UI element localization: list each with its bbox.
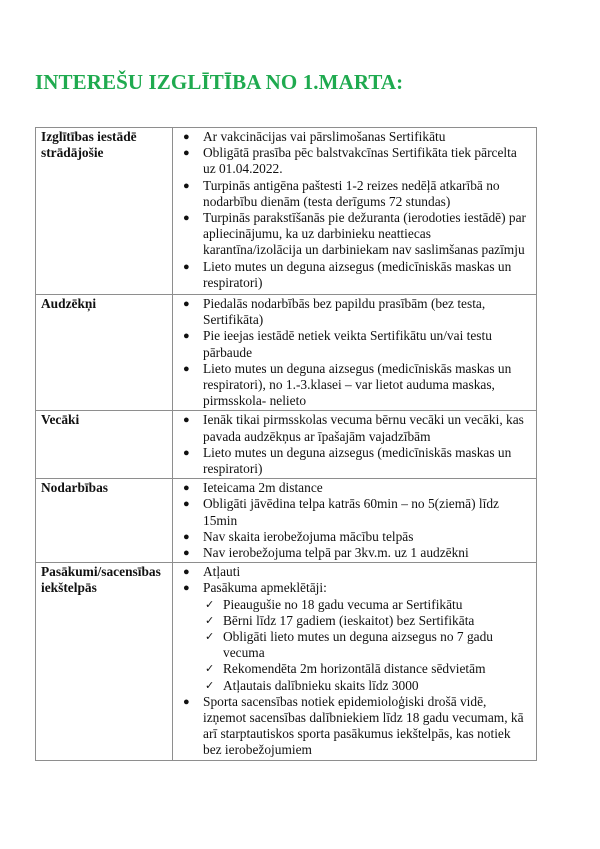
table-row [36,563,537,760]
list-item-text: Atļauti [203,564,241,580]
list-item [178,445,532,477]
list-item [178,259,532,291]
row-label: Audzēkņi [36,295,173,411]
list-item [178,694,532,759]
list-item [178,412,532,444]
check-item [203,678,532,694]
bullet-dot-icon: ● [183,547,190,560]
list-item-text: Nav skaita ierobežojuma mācību telpās [203,528,414,544]
check-mark-icon: ✓ [205,613,215,627]
bullet-list [178,480,532,561]
check-mark-icon: ✓ [205,630,215,644]
list-item [178,328,532,360]
list-item-text: Ar vakcinācijas vai pārslimošanas Sertifikātu [203,129,446,144]
list-item [178,296,532,328]
bullet-list [178,296,532,409]
list-item [178,529,532,545]
row-content [173,128,537,295]
list-item [178,480,532,496]
check-item [203,661,532,677]
row-label: Pasākumi/sacensības iekštelpās [36,563,173,760]
list-item-text: Pasākuma apmeklētāji: [203,580,327,596]
check-item [203,597,532,613]
row-label: Nodarbības [36,479,173,563]
bullet-list [178,129,532,291]
list-item [178,545,532,561]
bullet-dot-icon: ● [183,695,190,708]
check-item [203,629,532,661]
list-item-text: Turpinās parakstīšanās pie dežuranta (ierodoties iestādē) par apliecinājumu, ka uz darbinieku neattiecas karantīna/izolācija un darbiniekam nav saslimšanas pazīmju [203,210,527,258]
bullet-dot-icon: ● [183,147,190,160]
list-item [178,496,532,528]
check-item-text: Pieaugušie no 18 gadu vecuma ar Sertifikātu [223,596,463,612]
row-label: Izglītības iestādē strādājošie [36,128,173,295]
bullet-dot-icon: ● [183,582,190,595]
bullet-list [178,564,532,758]
table-row [36,411,537,479]
check-item-text: Obligāti lieto mutes un deguna aizsegus no 7 gadu vecuma [223,629,493,661]
bullet-dot-icon: ● [183,362,190,375]
row-label: Vecāki [36,411,173,479]
table-row [36,128,537,295]
bullet-dot-icon: ● [183,131,190,143]
check-mark-icon: ✓ [205,678,215,692]
row-content [173,563,537,760]
bullet-dot-icon: ● [183,482,190,495]
bullet-dot-icon: ● [183,179,190,192]
row-content [173,295,537,411]
row-content [173,411,537,479]
list-item-text: Pie ieejas iestādē netiek veikta Sertifikātu un/vai testu pārbaude [203,328,492,360]
list-item-text: Nav ierobežojuma telpā par 3kv.m. uz 1 audzēkni [203,545,469,561]
list-item-text: Lieto mutes un deguna aizsegus (medicīniskās maskas un respiratori) [203,444,512,477]
bullet-list [178,412,532,477]
list-item [178,129,532,145]
list-item [178,178,532,210]
bullet-dot-icon: ● [183,498,190,511]
check-list [203,597,532,694]
list-item-text: Piedalās nodarbībās bez papildu prasībām (bez testa, Sertifikāta) [203,296,486,328]
bullet-dot-icon: ● [183,566,190,579]
check-item-text: Bērni līdz 17 gadiem (ieskaitot) bez Sertifikāta [223,612,475,628]
bullet-dot-icon: ● [183,446,190,459]
bullet-dot-icon: ● [183,212,190,225]
list-item-text: Lieto mutes un deguna aizsegus (medicīniskās maskas un respiratori) [203,258,512,290]
check-mark-icon: ✓ [205,662,215,676]
table-row [36,479,537,563]
check-item [203,613,532,629]
list-item-text: Obligātā prasība pēc balstvakcīnas Sertifikāta tiek pārcelta uz 01.04.2022. [203,145,517,177]
page-title: INTEREŠU IZGLĪTĪBA NO 1.MARTA: [35,70,404,94]
bullet-dot-icon: ● [183,298,190,310]
list-item-text: Obligāti jāvēdina telpa katrās 60min – no 5(ziemā) līdz 15min [203,496,499,528]
rules-table [35,127,537,761]
row-content [173,479,537,563]
list-item [178,145,532,177]
check-mark-icon: ✓ [205,597,215,611]
list-item-text: Ieteicama 2m distance [203,480,323,496]
list-item-text: Sporta sacensības notiek epidemioloģiski drošā vidē, izņemot sacensības dalībniekiem līdz 18 gadu vecumam, kā arī starptautiskos sporta pasākumus iekštelpās, kas notiek bez ierobežojumiem [203,693,524,758]
list-item-text: Lieto mutes un deguna aizsegus (medicīniskās maskas un respiratori), no 1.-3.klasei – var lietot auduma maskas, pirmsskola- nelieto [203,360,512,409]
check-item-text: Atļautais dalībnieku skaits līdz 3000 [223,677,419,693]
bullet-dot-icon: ● [183,330,190,343]
table-row [36,295,537,411]
bullet-dot-icon: ● [183,260,190,273]
list-item [178,210,532,259]
list-item [178,580,532,693]
list-item-text: Turpinās antigēna paštesti 1-2 reizes nedēļā atkarībā no nodarbību dienām (testa derīgums 72 stundas) [203,177,500,209]
bullet-dot-icon: ● [183,414,190,427]
list-item-text: Ienāk tikai pirmsskolas vecuma bērnu vecāki un vecāki, kas pavada audzēkņus ar īpašajām vajadzībām [203,412,524,444]
list-item [178,361,532,410]
bullet-dot-icon: ● [183,530,190,543]
check-item-text: Rekomendēta 2m horizontālā distance sēdvietām [223,661,486,677]
list-item [178,564,532,580]
